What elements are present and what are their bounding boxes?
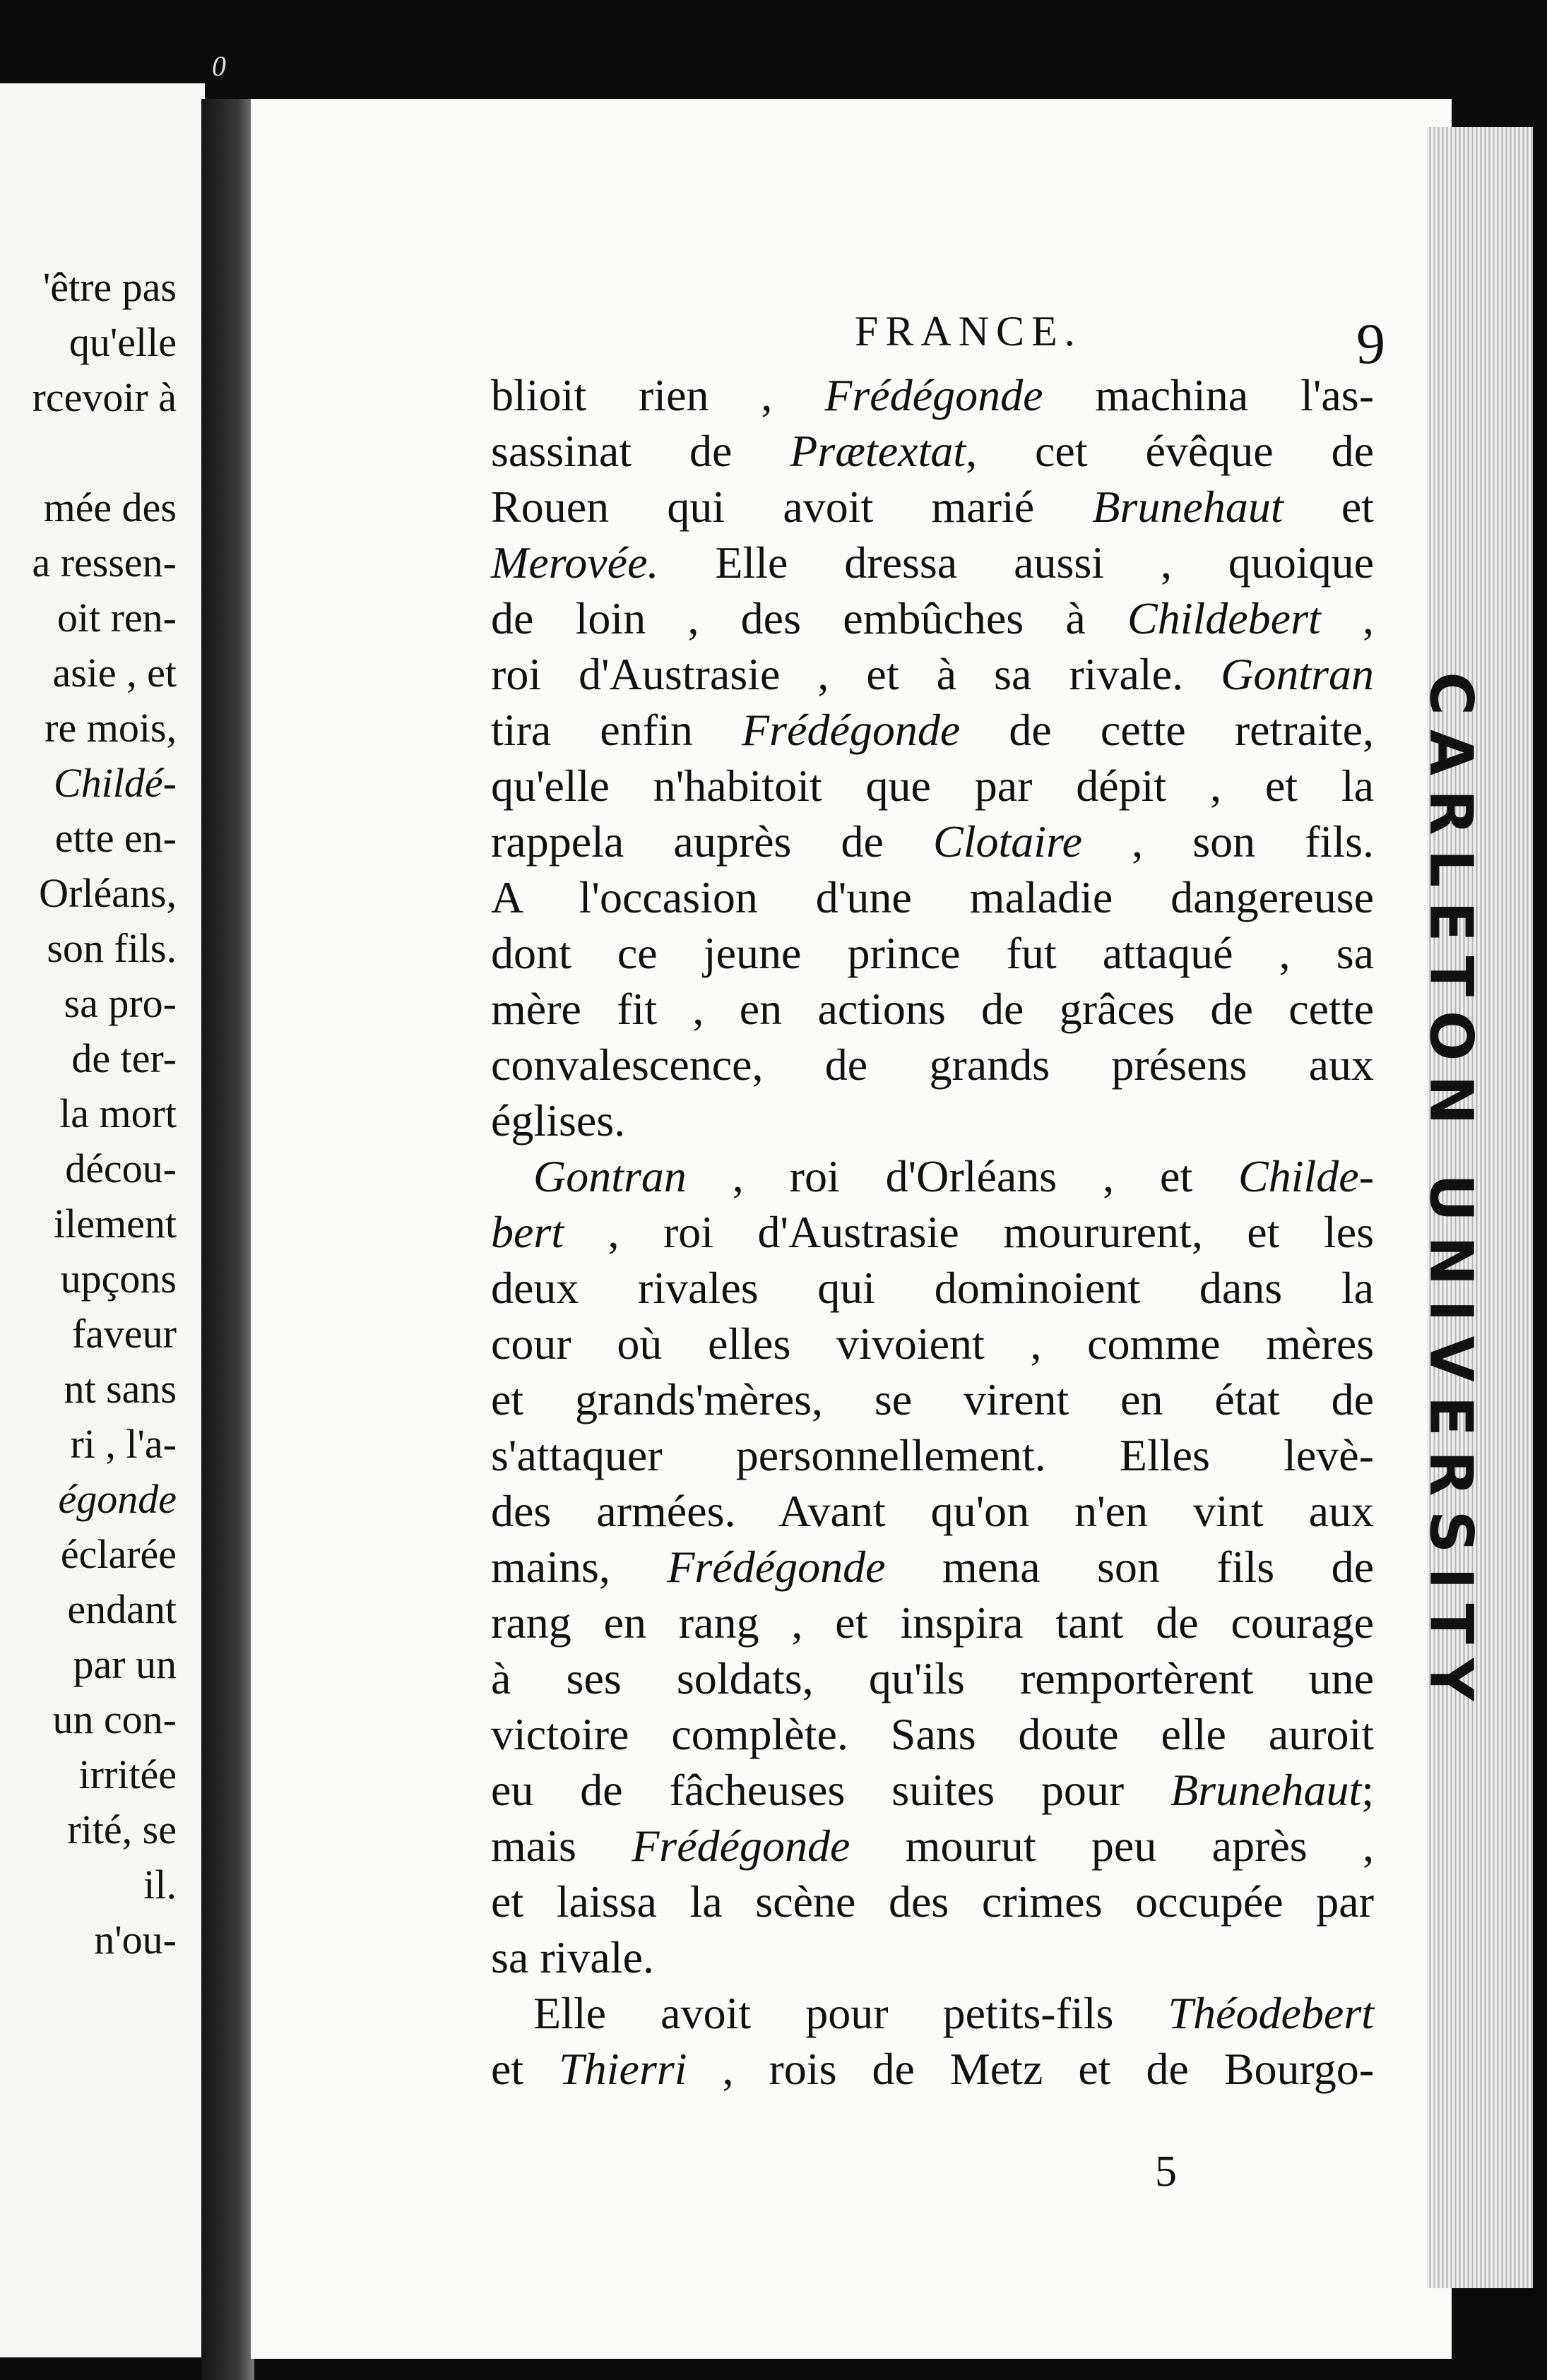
text-segment: tira enfin [491,705,742,755]
left-page-line: Orléans, [39,870,177,916]
text-segment: Elle avoit pour petits-fils [533,1988,1168,2038]
left-page-line: endant [67,1586,177,1632]
text-line [491,1706,1374,1762]
text-segment: cour où elles vivoient , comme mères [491,1319,1374,1369]
text-line [491,981,1374,1037]
text-line [491,869,1374,925]
italic-name: bert [491,1207,564,1257]
library-stamp [1417,593,1486,1794]
text-line [491,2041,1374,2097]
text-line [491,1929,1374,1985]
text-line [491,590,1374,646]
text-segment: qu'elle n'habitoit que par dépit , et la [491,761,1374,811]
text-line [491,1427,1374,1483]
text-segment: mais [491,1821,632,1871]
left-page-line: oit ren- [57,595,177,641]
italic-name: Childebert [1127,593,1321,643]
left-page-line: nt sans [64,1366,177,1412]
left-page-line: 'être pas [42,264,177,310]
book-gutter [201,99,254,2380]
text-segment: s'attaquer personnellement. Elles levè- [491,1430,1374,1480]
left-page-line [32,425,177,480]
left-page-line: irritée [78,1751,177,1797]
text-line [491,814,1374,869]
left-page-line: ilement [54,1201,177,1246]
italic-name: Gontran [533,1151,687,1201]
text-line [491,1818,1374,1874]
left-page-line: éclarée [60,1531,177,1577]
library-stamp-text: CARLETON UNIVERSITY [1417,672,1486,1715]
italic-name: Frédégonde [742,705,961,755]
text-segment: à ses soldats, qu'ils remportèrent une [491,1653,1374,1703]
left-page-line: de ter- [71,1035,177,1081]
italic-name: Frédégonde [632,1821,850,1871]
left-page-line: re mois, [45,705,177,751]
left-page-line: upçons [60,1256,177,1302]
text-line [491,1650,1374,1706]
left-page-line: il. [143,1862,177,1908]
text-segment: de cette retraite, [960,705,1374,755]
text-line [491,1093,1374,1148]
left-page-line: qu'elle [69,319,177,365]
text-segment: convalescence, de grands présens aux [491,1040,1374,1090]
left-page-line: a ressen- [32,540,177,585]
italic-name: Prætextat [790,426,966,476]
text-line [491,1595,1374,1650]
text-segment: eu de fâcheuses suites pour [491,1765,1171,1815]
text-segment: deux rivales qui dominoient dans la [491,1263,1374,1313]
text-segment: ; [1361,1765,1374,1815]
italic-name: Merovée. [491,537,659,588]
signature-mark: 5 [1155,2148,1177,2196]
page-number: 9 [1356,311,1385,376]
italic-name: Théodebert [1168,1988,1374,2038]
italic-name: Clotaire [933,816,1083,867]
text-segment: et grands'mères, se virent en état de [491,1374,1374,1424]
text-segment: rang en rang , et inspira tant de courage [491,1597,1374,1648]
left-page-line: un con- [52,1696,177,1742]
left-page-line: sa pro- [64,980,177,1026]
text-line [491,646,1374,702]
text-segment: machina l'as- [1043,370,1375,420]
left-page-line: décou- [65,1146,177,1191]
text-segment: Elle dressa aussi , quoique [658,537,1374,588]
text-segment: , cet évêque de [966,426,1375,476]
text-segment: sassinat de [491,426,790,476]
text-segment: et [491,2044,559,2094]
italic-name: Frédégonde [667,1542,886,1592]
left-page-line: Childé- [54,760,177,806]
running-head: FRANCE. [855,308,1082,355]
text-segment: des armées. Avant qu'on n'en vint aux [491,1486,1374,1536]
text-line [491,1483,1374,1539]
left-page-line: égonde [58,1476,177,1522]
left-page-line: ette en- [54,815,177,861]
italic-name: Frédégonde [824,370,1043,420]
top-margin-mark: 0 [212,50,226,82]
text-segment: , roi d'Austrasie moururent, et les [564,1207,1374,1257]
text-segment: blioit rien , [491,370,825,420]
text-segment: , son fils. [1082,816,1374,867]
text-segment: roi d'Austrasie , et à sa rivale. [491,649,1221,699]
text-segment: sa rivale. [491,1932,654,1982]
left-page-line: n'ou- [94,1917,177,1963]
text-line [491,1372,1374,1427]
left-page-line: faveur [71,1311,177,1357]
text-line [491,1985,1374,2041]
text-segment: et [1283,482,1374,532]
text-line [491,925,1374,981]
italic-name: Childe- [1238,1151,1374,1201]
text-segment: et laissa la scène des crimes occupée par [491,1876,1374,1927]
italic-name: Gontran [1221,649,1374,699]
text-line [491,1762,1374,1818]
text-line [491,1539,1374,1595]
text-line [491,535,1374,590]
right-page [251,99,1452,2359]
text-segment: églises. [491,1095,626,1146]
italic-name: Brunehaut [1170,1765,1362,1815]
text-segment: de loin , des embûches à [491,593,1128,643]
left-page-line: asie , et [52,650,177,696]
text-segment: victoire complète. Sans doute elle auroit [491,1709,1374,1759]
text-segment: mains, [491,1542,668,1592]
text-line [491,758,1374,814]
left-page-line: mée des [43,484,177,530]
text-segment: , roi d'Orléans , et [686,1151,1239,1201]
left-page [0,83,205,2357]
text-line [491,1148,1374,1204]
text-segment: , [1320,593,1375,643]
left-page-line: rité, se [67,1807,177,1852]
text-segment: mena son fils de [885,1542,1375,1592]
text-segment: Rouen qui avoit marié [491,482,1093,532]
text-segment: A l'occasion d'une maladie dangereuse [491,872,1374,922]
text-segment: dont ce jeune prince fut attaqué , sa [491,928,1374,978]
text-line [491,1316,1374,1372]
left-page-text-column [32,260,177,1968]
text-line [491,423,1374,479]
left-page-line: son fils. [47,925,177,971]
text-line [491,1204,1374,1260]
text-segment: rappela auprès de [491,816,934,867]
text-segment: , rois de Metz et de Bourgo- [687,2044,1375,2094]
text-line [491,702,1374,758]
text-segment: mère fit , en actions de grâces de cette [491,984,1374,1034]
left-page-line: la mort [59,1090,177,1136]
left-page-line: par un [73,1641,177,1687]
body-text [491,367,1374,2097]
italic-name: Thierri [559,2044,687,2094]
text-line [491,1874,1374,1929]
left-page-line: rcevoir à [32,374,177,420]
text-line [491,1037,1374,1093]
text-line [491,367,1374,423]
text-segment: mourut peu après , [850,1821,1375,1871]
text-line [491,479,1374,535]
left-page-line: ri , l'a- [70,1421,177,1467]
text-line [491,1260,1374,1316]
italic-name: Brunehaut [1092,482,1284,532]
